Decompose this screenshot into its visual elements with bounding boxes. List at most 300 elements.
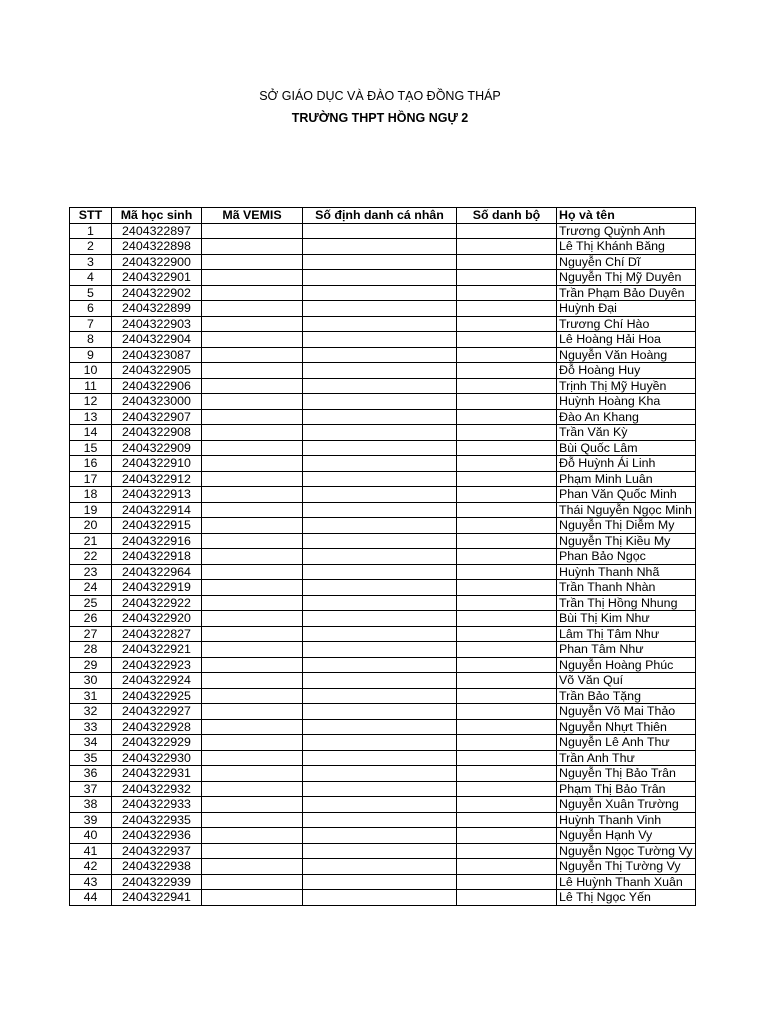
row-number-cell: 31 [70, 688, 112, 704]
vemis-code-cell [202, 673, 303, 689]
full-name-cell: Nguyễn Hoàng Phúc [557, 657, 696, 673]
personal-id-cell [303, 750, 457, 766]
row-number-cell: 25 [70, 595, 112, 611]
full-name-cell: Nguyễn Thị Bảo Trân [557, 766, 696, 782]
column-header-stt: STT [70, 208, 112, 224]
student-code-cell: 2404322915 [112, 518, 202, 534]
personal-id-cell [303, 890, 457, 906]
full-name-cell: Nguyễn Võ Mai Thảo [557, 704, 696, 720]
table-row [70, 270, 696, 286]
student-code-cell: 2404322918 [112, 549, 202, 565]
full-name-cell: Nguyễn Ngọc Tường Vy [557, 843, 696, 859]
row-number-cell: 33 [70, 719, 112, 735]
personal-id-cell [303, 270, 457, 286]
student-code-cell: 2404322929 [112, 735, 202, 751]
vemis-code-cell [202, 301, 303, 317]
table-row [70, 301, 696, 317]
personal-id-cell [303, 223, 457, 239]
personal-id-cell [303, 843, 457, 859]
personal-id-cell [303, 704, 457, 720]
table-row [70, 239, 696, 255]
register-number-cell [457, 750, 557, 766]
register-number-cell [457, 409, 557, 425]
table-row [70, 425, 696, 441]
student-code-cell: 2404322936 [112, 828, 202, 844]
register-number-cell [457, 378, 557, 394]
column-header-full-name: Họ và tên [557, 208, 696, 224]
full-name-cell: Lê Thị Khánh Băng [557, 239, 696, 255]
student-code-cell: 2404322919 [112, 580, 202, 596]
student-code-cell: 2404322941 [112, 890, 202, 906]
register-number-cell [457, 797, 557, 813]
row-number-cell: 9 [70, 347, 112, 363]
register-number-cell [457, 363, 557, 379]
register-number-cell [457, 285, 557, 301]
register-number-cell [457, 533, 557, 549]
row-number-cell: 41 [70, 843, 112, 859]
personal-id-cell [303, 378, 457, 394]
register-number-cell [457, 549, 557, 565]
student-code-cell: 2404322922 [112, 595, 202, 611]
student-roster-table [69, 207, 696, 906]
personal-id-cell [303, 797, 457, 813]
table-row [70, 611, 696, 627]
vemis-code-cell [202, 549, 303, 565]
personal-id-cell [303, 456, 457, 472]
student-code-cell: 2404322908 [112, 425, 202, 441]
register-number-cell [457, 564, 557, 580]
vemis-code-cell [202, 254, 303, 270]
full-name-cell: Nguyễn Văn Hoàng [557, 347, 696, 363]
personal-id-cell [303, 487, 457, 503]
column-header-vemis-code: Mã VEMIS [202, 208, 303, 224]
full-name-cell: Nguyễn Xuân Trường [557, 797, 696, 813]
personal-id-cell [303, 657, 457, 673]
row-number-cell: 1 [70, 223, 112, 239]
column-header-personal-id: Số định danh cá nhân [303, 208, 457, 224]
full-name-cell: Trương Quỳnh Anh [557, 223, 696, 239]
register-number-cell [457, 332, 557, 348]
row-number-cell: 26 [70, 611, 112, 627]
row-number-cell: 44 [70, 890, 112, 906]
student-code-cell: 2404322933 [112, 797, 202, 813]
student-code-cell: 2404322931 [112, 766, 202, 782]
full-name-cell: Huỳnh Đại [557, 301, 696, 317]
personal-id-cell [303, 874, 457, 890]
full-name-cell: Phạm Minh Luân [557, 471, 696, 487]
row-number-cell: 21 [70, 533, 112, 549]
table-row [70, 890, 696, 906]
full-name-cell: Nguyễn Chí Dĩ [557, 254, 696, 270]
vemis-code-cell [202, 332, 303, 348]
register-number-cell [457, 626, 557, 642]
row-number-cell: 22 [70, 549, 112, 565]
student-code-cell: 2404322897 [112, 223, 202, 239]
full-name-cell: Trần Bảo Tặng [557, 688, 696, 704]
student-code-cell: 2404322916 [112, 533, 202, 549]
register-number-cell [457, 270, 557, 286]
vemis-code-cell [202, 456, 303, 472]
personal-id-cell [303, 471, 457, 487]
student-code-cell: 2404322928 [112, 719, 202, 735]
register-number-cell [457, 704, 557, 720]
table-row [70, 874, 696, 890]
vemis-code-cell [202, 688, 303, 704]
full-name-cell: Nguyễn Hạnh Vy [557, 828, 696, 844]
register-number-cell [457, 657, 557, 673]
student-code-cell: 2404322913 [112, 487, 202, 503]
vemis-code-cell [202, 657, 303, 673]
student-code-cell: 2404322937 [112, 843, 202, 859]
row-number-cell: 18 [70, 487, 112, 503]
table-row [70, 797, 696, 813]
full-name-cell: Huỳnh Hoàng Kha [557, 394, 696, 410]
table-row [70, 549, 696, 565]
table-row [70, 347, 696, 363]
table-row [70, 719, 696, 735]
personal-id-cell [303, 347, 457, 363]
table-row [70, 812, 696, 828]
personal-id-cell [303, 285, 457, 301]
personal-id-cell [303, 502, 457, 518]
personal-id-cell [303, 595, 457, 611]
student-code-cell: 2404322898 [112, 239, 202, 255]
table-row [70, 487, 696, 503]
vemis-code-cell [202, 859, 303, 875]
vemis-code-cell [202, 642, 303, 658]
table-row [70, 626, 696, 642]
register-number-cell [457, 316, 557, 332]
full-name-cell: Đào An Khang [557, 409, 696, 425]
table-row [70, 781, 696, 797]
row-number-cell: 16 [70, 456, 112, 472]
vemis-code-cell [202, 626, 303, 642]
vemis-code-cell [202, 363, 303, 379]
row-number-cell: 30 [70, 673, 112, 689]
vemis-code-cell [202, 487, 303, 503]
student-code-cell: 2404322932 [112, 781, 202, 797]
vemis-code-cell [202, 270, 303, 286]
row-number-cell: 23 [70, 564, 112, 580]
full-name-cell: Huỳnh Thanh Nhã [557, 564, 696, 580]
table-row [70, 518, 696, 534]
student-code-cell: 2404322903 [112, 316, 202, 332]
full-name-cell: Phạm Thị Bảo Trân [557, 781, 696, 797]
vemis-code-cell [202, 533, 303, 549]
column-header-student-code: Mã học sinh [112, 208, 202, 224]
personal-id-cell [303, 533, 457, 549]
register-number-cell [457, 781, 557, 797]
row-number-cell: 13 [70, 409, 112, 425]
personal-id-cell [303, 766, 457, 782]
table-row [70, 843, 696, 859]
row-number-cell: 7 [70, 316, 112, 332]
student-code-cell: 2404322939 [112, 874, 202, 890]
row-number-cell: 35 [70, 750, 112, 766]
row-number-cell: 10 [70, 363, 112, 379]
student-code-cell: 2404322899 [112, 301, 202, 317]
full-name-cell: Đỗ Huỳnh Ái Linh [557, 456, 696, 472]
register-number-cell [457, 347, 557, 363]
full-name-cell: Trần Thanh Nhàn [557, 580, 696, 596]
vemis-code-cell [202, 595, 303, 611]
table-row [70, 440, 696, 456]
full-name-cell: Trịnh Thị Mỹ Huyền [557, 378, 696, 394]
full-name-cell: Bùi Quốc Lâm [557, 440, 696, 456]
vemis-code-cell [202, 843, 303, 859]
vemis-code-cell [202, 425, 303, 441]
table-row [70, 332, 696, 348]
vemis-code-cell [202, 518, 303, 534]
full-name-cell: Lê Hoàng Hải Hoa [557, 332, 696, 348]
full-name-cell: Lê Huỳnh Thanh Xuân [557, 874, 696, 890]
full-name-cell: Bùi Thị Kim Như [557, 611, 696, 627]
table-row [70, 456, 696, 472]
vemis-code-cell [202, 580, 303, 596]
register-number-cell [457, 301, 557, 317]
personal-id-cell [303, 363, 457, 379]
row-number-cell: 42 [70, 859, 112, 875]
personal-id-cell [303, 688, 457, 704]
vemis-code-cell [202, 874, 303, 890]
student-code-cell: 2404322910 [112, 456, 202, 472]
row-number-cell: 34 [70, 735, 112, 751]
personal-id-cell [303, 781, 457, 797]
row-number-cell: 6 [70, 301, 112, 317]
vemis-code-cell [202, 797, 303, 813]
row-number-cell: 40 [70, 828, 112, 844]
personal-id-cell [303, 642, 457, 658]
register-number-cell [457, 642, 557, 658]
vemis-code-cell [202, 812, 303, 828]
register-number-cell [457, 843, 557, 859]
row-number-cell: 5 [70, 285, 112, 301]
row-number-cell: 27 [70, 626, 112, 642]
row-number-cell: 28 [70, 642, 112, 658]
student-code-cell: 2404322900 [112, 254, 202, 270]
table-row [70, 657, 696, 673]
personal-id-cell [303, 518, 457, 534]
row-number-cell: 19 [70, 502, 112, 518]
table-row [70, 859, 696, 875]
vemis-code-cell [202, 719, 303, 735]
full-name-cell: Thái Nguyễn Ngọc Minh [557, 502, 696, 518]
student-code-cell: 2404322902 [112, 285, 202, 301]
table-row [70, 363, 696, 379]
personal-id-cell [303, 828, 457, 844]
vemis-code-cell [202, 611, 303, 627]
student-code-cell: 2404322938 [112, 859, 202, 875]
student-code-cell: 2404322920 [112, 611, 202, 627]
full-name-cell: Trần Phạm Bảo Duyên [557, 285, 696, 301]
full-name-cell: Huỳnh Thanh Vinh [557, 812, 696, 828]
student-code-cell: 2404322927 [112, 704, 202, 720]
vemis-code-cell [202, 239, 303, 255]
table-row [70, 378, 696, 394]
row-number-cell: 37 [70, 781, 112, 797]
vemis-code-cell [202, 781, 303, 797]
row-number-cell: 15 [70, 440, 112, 456]
full-name-cell: Võ Văn Quí [557, 673, 696, 689]
row-number-cell: 24 [70, 580, 112, 596]
student-code-cell: 2404322904 [112, 332, 202, 348]
table-row [70, 580, 696, 596]
full-name-cell: Trần Văn Kỳ [557, 425, 696, 441]
row-number-cell: 20 [70, 518, 112, 534]
student-code-cell: 2404322964 [112, 564, 202, 580]
student-code-cell: 2404322909 [112, 440, 202, 456]
personal-id-cell [303, 812, 457, 828]
student-code-cell: 2404322923 [112, 657, 202, 673]
register-number-cell [457, 580, 557, 596]
table-row [70, 688, 696, 704]
table-row [70, 673, 696, 689]
student-code-cell: 2404322906 [112, 378, 202, 394]
table-row [70, 471, 696, 487]
vemis-code-cell [202, 223, 303, 239]
table-body [70, 223, 696, 905]
personal-id-cell [303, 440, 457, 456]
full-name-cell: Phan Tâm Như [557, 642, 696, 658]
vemis-code-cell [202, 316, 303, 332]
register-number-cell [457, 471, 557, 487]
row-number-cell: 12 [70, 394, 112, 410]
full-name-cell: Nguyễn Thị Diễm My [557, 518, 696, 534]
row-number-cell: 17 [70, 471, 112, 487]
student-code-cell: 2404322930 [112, 750, 202, 766]
personal-id-cell [303, 673, 457, 689]
personal-id-cell [303, 254, 457, 270]
register-number-cell [457, 688, 557, 704]
register-number-cell [457, 859, 557, 875]
vemis-code-cell [202, 890, 303, 906]
full-name-cell: Phan Văn Quốc Minh [557, 487, 696, 503]
full-name-cell: Nguyễn Nhựt Thiên [557, 719, 696, 735]
register-number-cell [457, 890, 557, 906]
vemis-code-cell [202, 564, 303, 580]
personal-id-cell [303, 580, 457, 596]
register-number-cell [457, 254, 557, 270]
personal-id-cell [303, 735, 457, 751]
register-number-cell [457, 766, 557, 782]
student-code-cell: 2404322935 [112, 812, 202, 828]
row-number-cell: 29 [70, 657, 112, 673]
department-title: SỞ GIÁO DỤC VÀ ĐÀO TẠO ĐỒNG THÁP [259, 89, 501, 103]
personal-id-cell [303, 859, 457, 875]
student-code-cell: 2404322905 [112, 363, 202, 379]
student-code-cell: 2404322912 [112, 471, 202, 487]
table-row [70, 394, 696, 410]
row-number-cell: 3 [70, 254, 112, 270]
table-row [70, 642, 696, 658]
student-code-cell: 2404323000 [112, 394, 202, 410]
table-row [70, 223, 696, 239]
row-number-cell: 2 [70, 239, 112, 255]
personal-id-cell [303, 316, 457, 332]
register-number-cell [457, 425, 557, 441]
personal-id-cell [303, 719, 457, 735]
row-number-cell: 4 [70, 270, 112, 286]
table-row [70, 254, 696, 270]
full-name-cell: Đỗ Hoàng Huy [557, 363, 696, 379]
register-number-cell [457, 812, 557, 828]
register-number-cell [457, 440, 557, 456]
student-code-cell: 2404322914 [112, 502, 202, 518]
vemis-code-cell [202, 502, 303, 518]
row-number-cell: 38 [70, 797, 112, 813]
register-number-cell [457, 456, 557, 472]
register-number-cell [457, 719, 557, 735]
vemis-code-cell [202, 347, 303, 363]
personal-id-cell [303, 425, 457, 441]
full-name-cell: Nguyễn Lê Anh Thư [557, 735, 696, 751]
student-code-cell: 2404322827 [112, 626, 202, 642]
register-number-cell [457, 518, 557, 534]
full-name-cell: Nguyễn Thị Mỹ Duyên [557, 270, 696, 286]
full-name-cell: Trương Chí Hào [557, 316, 696, 332]
student-code-cell: 2404322901 [112, 270, 202, 286]
full-name-cell: Lê Thị Ngọc Yến [557, 890, 696, 906]
register-number-cell [457, 394, 557, 410]
table-row [70, 409, 696, 425]
full-name-cell: Nguyễn Thị Kiều My [557, 533, 696, 549]
personal-id-cell [303, 332, 457, 348]
register-number-cell [457, 595, 557, 611]
personal-id-cell [303, 611, 457, 627]
full-name-cell: Lâm Thị Tâm Như [557, 626, 696, 642]
register-number-cell [457, 735, 557, 751]
row-number-cell: 39 [70, 812, 112, 828]
table-row [70, 564, 696, 580]
table-row [70, 750, 696, 766]
vemis-code-cell [202, 750, 303, 766]
table-row [70, 502, 696, 518]
table-row [70, 828, 696, 844]
table-row [70, 766, 696, 782]
row-number-cell: 8 [70, 332, 112, 348]
personal-id-cell [303, 549, 457, 565]
register-number-cell [457, 828, 557, 844]
full-name-cell: Trần Anh Thư [557, 750, 696, 766]
full-name-cell: Nguyễn Thị Tường Vy [557, 859, 696, 875]
row-number-cell: 32 [70, 704, 112, 720]
personal-id-cell [303, 409, 457, 425]
table-row [70, 735, 696, 751]
vemis-code-cell [202, 704, 303, 720]
student-code-cell: 2404323087 [112, 347, 202, 363]
vemis-code-cell [202, 394, 303, 410]
vemis-code-cell [202, 766, 303, 782]
register-number-cell [457, 239, 557, 255]
register-number-cell [457, 673, 557, 689]
row-number-cell: 36 [70, 766, 112, 782]
vemis-code-cell [202, 735, 303, 751]
personal-id-cell [303, 626, 457, 642]
vemis-code-cell [202, 285, 303, 301]
register-number-cell [457, 502, 557, 518]
student-code-cell: 2404322907 [112, 409, 202, 425]
vemis-code-cell [202, 409, 303, 425]
vemis-code-cell [202, 378, 303, 394]
table-row [70, 595, 696, 611]
personal-id-cell [303, 239, 457, 255]
personal-id-cell [303, 394, 457, 410]
table-row [70, 285, 696, 301]
full-name-cell: Trần Thị Hồng Nhung [557, 595, 696, 611]
personal-id-cell [303, 301, 457, 317]
register-number-cell [457, 223, 557, 239]
register-number-cell [457, 611, 557, 627]
